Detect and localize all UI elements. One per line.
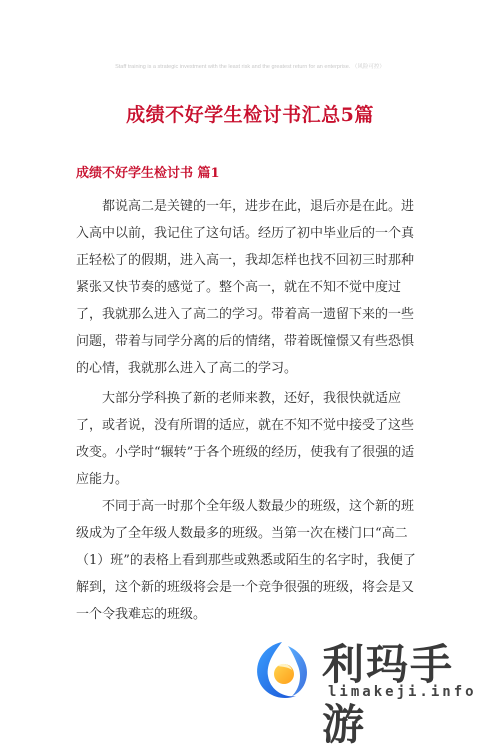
watermark-site-url: limakeji.info [328, 684, 477, 700]
paragraph-3: 不同于高一时那个全年级人数最少的班级，这个新的班级成为了全年级人数最多的班级。当第一次在楼门口“高二（1）班”的表格上看到那些或熟悉或陌生的名字时，我便了解到，这个新的班级将会是一个竞争很强的班级，将会是又一个令我难忘的班级。 [76, 499, 416, 622]
header-note: Staff training is a strategic investment with the least risk and the greatest return for an enterprise. （风险可控） [115, 64, 385, 70]
paragraph-1: 都说高二是关键的一年，进步在此，退后亦是在此。进入高中以前，我记住了这句话。经历了初中毕业后的一个真正轻松了的假期，进入高一，我却怎样也找不回初三时那种紧张又快节奏的感觉了。整个高一，就在不知不觉中度过了，我就那么进入了高二的学习。带着高一遗留下来的一些问题，带着与同学分离的后的情绪，带着既憧憬又有些恐惧的心情，我就那么进入了高二的学习。 [76, 199, 415, 376]
watermark-site-name: 利玛手游 [322, 641, 455, 748]
blue-swirl-logo-icon [248, 636, 316, 704]
paragraph-2: 大部分学科换了新的老师来教，还好，我很快就适应了，或者说，没有所谓的适应，就在不知不觉中接受了这些改变。小学时“辗转”于各个班级的经历，使我有了很强的适应能力。 [76, 391, 415, 487]
site-watermark [248, 630, 488, 748]
section-title: 成绩不好学生检讨书 篇1 [76, 166, 220, 181]
document-title: 成绩不好学生检讨书汇总5篇 [126, 104, 374, 126]
